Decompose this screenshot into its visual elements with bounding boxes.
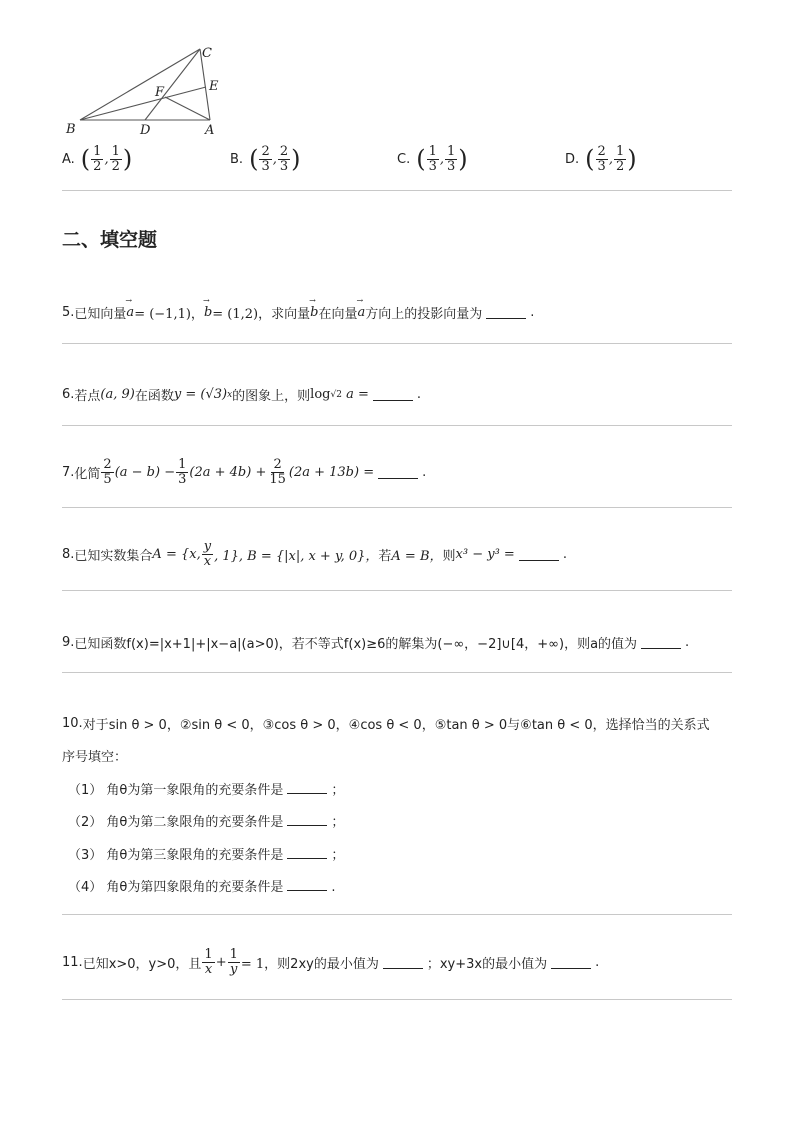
label-a: A: [205, 123, 215, 138]
divider: [62, 190, 732, 191]
answer-blank[interactable]: [551, 956, 591, 969]
question-10-sub-4: （4） 角θ为第四象限角的充要条件是 .: [68, 880, 336, 895]
divider: [62, 999, 732, 1000]
question-10-sub-2: （2） 角θ为第二象限角的充要条件是 ；: [68, 815, 345, 830]
choice-b[interactable]: B. ( $\frac{2}{3}$ , $\frac{2}{3}$ ): [230, 144, 301, 174]
segment-bc: [80, 49, 200, 120]
answer-blank[interactable]: [486, 306, 526, 319]
label-b: B: [66, 122, 76, 137]
choice-a[interactable]: A. ( $\frac{1}{2}$ , $\frac{1}{2}$ ): [62, 144, 133, 174]
question-5: 5. 已知向量 → a = (−1,1)， → b = (1,2)， 求向量 → b 在向量 → a 方向上的投影向量为 .: [62, 303, 534, 322]
question-7: 7. 化简 $\frac{2}{5}$ (a − b) − $\frac{1}{3}$ (2a + 4b) + $\frac{2}{15}$ (2a + 13b) = .: [62, 457, 427, 487]
answer-blank[interactable]: [373, 388, 413, 401]
divider: [62, 507, 732, 508]
question-8: 8. 已知实数集合 A = {x, $\frac{y}{x}$ , 1}, B = {|x|, x + y, 0}， 若 A = B， 则 x³ − y³ = .: [62, 539, 567, 569]
answer-blank[interactable]: [287, 781, 327, 794]
answer-blank[interactable]: [641, 636, 681, 649]
divider: [62, 343, 732, 344]
question-9: 9. 已知函数f(x)=|x+1|+|x−a|(a>0)，若不等式f(x)≥6的解集为(−∞，−2]∪[4，+∞)，则a的值为 .: [62, 635, 690, 652]
answer-blank[interactable]: [519, 548, 559, 561]
segment-dc: [145, 49, 200, 120]
answer-blank[interactable]: [378, 466, 418, 479]
answer-blank[interactable]: [287, 878, 327, 891]
section-title: 二、填空题: [62, 229, 158, 251]
divider: [62, 425, 732, 426]
choice-d[interactable]: D. ( $\frac{2}{3}$ , $\frac{1}{2}$ ): [565, 144, 637, 174]
question-10: 10. 对于sin θ > 0，②sin θ < 0，③cos θ > 0，④cos θ < 0，⑤tan θ > 0与⑥tan θ < 0，选择恰当的关系式: [62, 716, 710, 733]
divider: [62, 914, 732, 915]
label-c: C: [202, 46, 212, 61]
divider: [62, 672, 732, 673]
triangle-figure: [60, 40, 230, 140]
question-6: 6. 若点 (a, 9) 在函数 y = (√3) x 的图象上，则 log √2 a = .: [62, 387, 422, 404]
label-d: D: [140, 123, 151, 138]
choice-c[interactable]: C. ( $\frac{1}{3}$ , $\frac{1}{3}$ ): [397, 144, 468, 174]
answer-blank[interactable]: [287, 813, 327, 826]
divider: [62, 590, 732, 591]
question-10-line2: 序号填空：: [62, 750, 128, 765]
segment-be: [80, 87, 206, 120]
question-11: 11. 已知x>0，y>0，且 $\frac{1}{x}$ + $\frac{1}{y}$ = 1， 则2xy的最小值为 ；xy+3x的最小值为 .: [62, 947, 600, 977]
question-10-sub-1: （1） 角θ为第一象限角的充要条件是 ；: [68, 783, 345, 798]
label-e: E: [209, 79, 219, 94]
segment-fa: [165, 97, 210, 120]
answer-blank[interactable]: [287, 846, 327, 859]
question-10-sub-3: （3） 角θ为第三象限角的充要条件是 ；: [68, 848, 345, 863]
label-f: F: [155, 85, 165, 100]
answer-blank[interactable]: [383, 956, 423, 969]
